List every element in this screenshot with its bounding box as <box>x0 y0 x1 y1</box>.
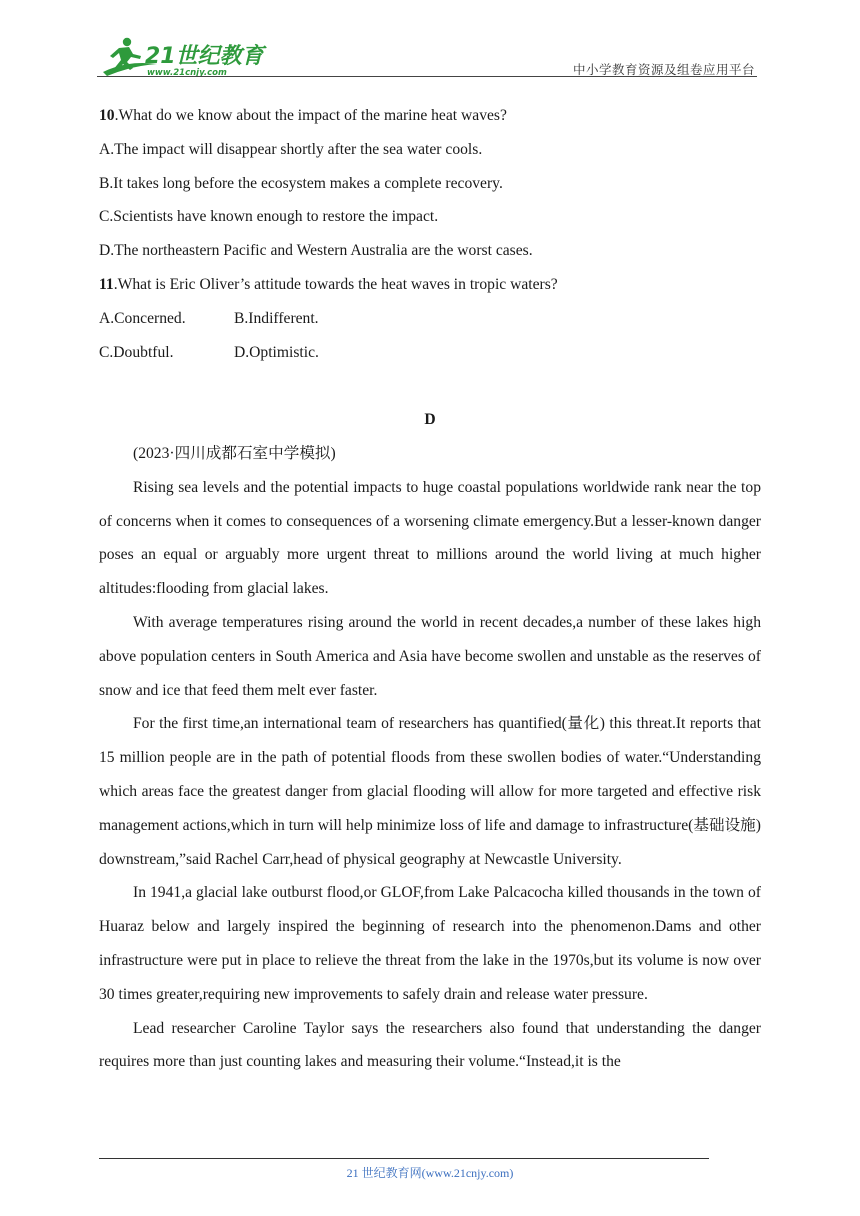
passage-source: (2023·四川成都石室中学模拟) <box>133 444 336 462</box>
option-d: D.The northeastern Pacific and Western Australia are the worst cases. <box>99 242 533 260</box>
question-11 <box>99 268 761 302</box>
blank-line <box>99 369 761 403</box>
question-number: 11 <box>99 275 114 293</box>
passage-paragraph-4: In 1941,a glacial lake outburst flood,or GLOF,from Lake Palcacocha killed thousands in the town of Huaraz below and largely inspired the beginning of research into the phenomenon.Dams and other infrastructure were put in place to relieve the threat from the lake in the 1970s,but its volume is now over 30 times greater,requiring new improvements to safely drain and release water pressure. <box>99 884 761 1003</box>
logo-url: www.21cnjy.com <box>147 68 227 78</box>
footer-text[interactable]: 21 世纪教育网(www.21cnjy.com) <box>346 1166 514 1180</box>
options-row-1 <box>99 302 761 336</box>
option-a: A.The impact will disappear shortly after the sea water cools. <box>99 140 483 158</box>
passage-paragraph-2: With average temperatures rising around the world in recent decades,a number of these lakes high above population centers in South America and Asia have become swollen and unstable as the reserves of snow and ice that feed them melt ever faster. <box>99 613 761 699</box>
option-b: B.It takes long before the ecosystem makes a complete recovery. <box>99 174 503 192</box>
question-stem: .What do we know about the impact of the marine heat waves? <box>114 107 507 124</box>
section-letter: D <box>424 411 436 429</box>
option-c: C.Scientists have known enough to restore the impact. <box>99 208 439 226</box>
site-logo <box>97 34 267 78</box>
page-content <box>99 99 761 1079</box>
header-divider <box>97 76 757 77</box>
logo-text: 21世纪教育 <box>145 44 264 69</box>
option-d: D.Optimistic. <box>234 343 319 361</box>
question-10 <box>99 99 761 133</box>
options-row-2 <box>99 336 761 370</box>
footer-divider <box>99 1158 709 1159</box>
page-header <box>97 30 757 78</box>
passage-paragraph-1: Rising sea levels and the potential impacts to huge coastal populations worldwide rank near the top of concerns when it comes to consequences of a worsening climate emergency.But a lesser-known danger poses an equal or arguably more urgent threat to millions around the world living at much higher altitudes:flooding from glacial lakes. <box>99 478 761 598</box>
passage-paragraph-3: For the first time,an international team of researchers has quantified(量化) this threat.It reports that 15 million people are in the path of potential floods from these swollen bodies of water.“Understanding which areas face the greatest danger from glacial flooding will allow for more targeted and effective risk management actions,which in turn will help minimize loss of life and damage to infrastructure(基础设施) downstream,”said Rachel Carr,head of physical geography at Newcastle University. <box>99 715 761 868</box>
option-c: C.Doubtful. <box>99 343 174 361</box>
passage-paragraph-5: Lead researcher Caroline Taylor says the researchers also found that understanding the danger requires more than just counting lakes and measuring their volume.“Instead,it is the <box>99 1019 761 1071</box>
header-platform-text: 中小学教育资源及组卷应用平台 <box>572 62 755 77</box>
option-b: B.Indifferent. <box>234 309 319 327</box>
question-stem: .What is Eric Oliver’s attitude towards the heat waves in tropic waters? <box>113 275 558 293</box>
question-number: 10 <box>99 107 115 124</box>
option-a: A.Concerned. <box>99 309 186 327</box>
